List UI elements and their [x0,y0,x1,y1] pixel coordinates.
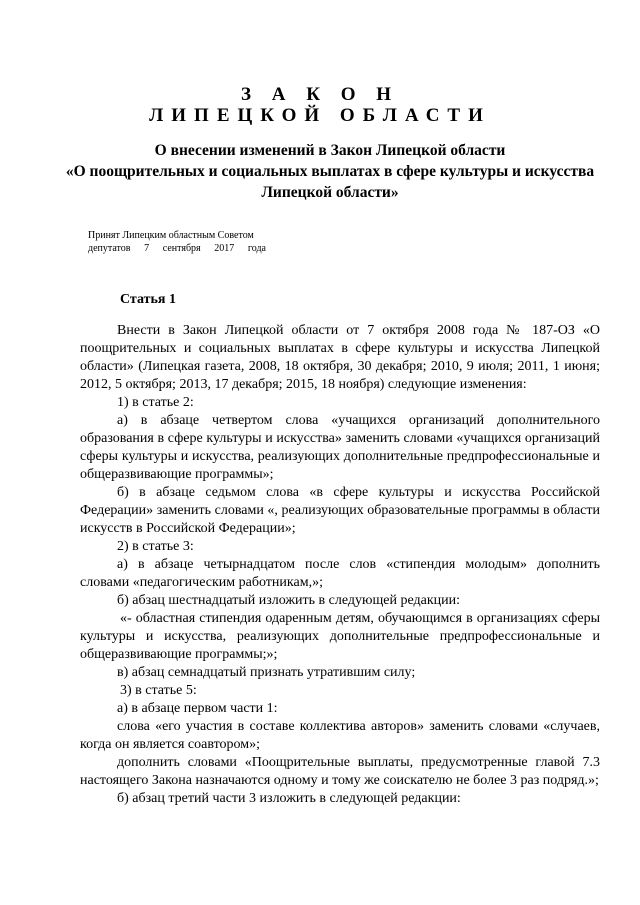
subtitle-line-2: «О поощрительных и социальных выплатах в сфере культуры и искусства Липецкой области» [65,163,595,201]
paragraph: 3) в статье 5: [120,683,197,698]
adoption-word: 2017 [214,243,235,254]
article-heading: Статья 1 [120,292,176,307]
paragraph: а) в абзаце четвертом слова «учащихся организаций дополнительного образования в сфере культуры и искусства» заменить словами «учащихся организаций сферы культуры и искусства, реализующих дополнительные предпрофессиональные и общеразвивающие программы»; [80,413,600,482]
adoption-note [88,229,288,255]
law-title: З А К О Н [240,84,400,105]
region-title: ЛИПЕЦКОЙ ОБЛАСТИ [149,105,491,126]
paragraph: «- областная стипендия одаренным детям, обучающимся в организациях сферы культуры и искусства, реализующих дополнительные предпрофессиональные и общеразвивающие программы;»; [80,611,600,662]
article-body [80,322,600,808]
paragraph: 2) в статье 3: [117,539,194,554]
adoption-line-2 [88,242,266,255]
paragraph: а) в абзаце первом части 1: [117,701,278,716]
paragraph: Внести в Закон Липецкой области от 7 октября 2008 года № 187-ОЗ «О поощрительных и социальных выплатах в сфере культуры и искусства Липецкой области» (Липецкая газета, 2008, 18 октября, 30 декабря; 2010, 9 июля; 2011, 1 июня; 2012, 5 октября; 2013, 17 декабря; 2015, 18 ноября) следующие изменения: [80,323,600,392]
law-subtitle [60,140,600,203]
paragraph: б) абзац третий части 3 изложить в следующей редакции: [117,791,461,806]
adoption-line-1: Принят Липецким областным Советом [88,230,254,241]
paragraph: б) абзац шестнадцатый изложить в следующей редакции: [117,593,460,608]
paragraph: а) в абзаце четырнадцатом после слов «стипендия молодым» дополнить словами «педагогическим работникам,»; [80,557,600,590]
paragraph: б) в абзаце седьмом слова «в сфере культуры и искусства Российской Федерации» заменить словами «, реализующих образовательные программы в области искусств в Российской Федерации»; [80,485,600,536]
paragraph: 1) в статье 2: [117,395,194,410]
adoption-word: года [247,243,266,254]
subtitle-line-1: О внесении изменений в Закон Липецкой области [154,142,506,159]
adoption-word: 7 [144,243,150,254]
adoption-word: депутатов [88,243,131,254]
paragraph: в) абзац семнадцатый признать утратившим силу; [117,665,416,680]
adoption-word: сентября [162,243,201,254]
paragraph: дополнить словами «Поощрительные выплаты, предусмотренные главой 7.3 настоящего Закона назначаются одному и тому же соискателю не более 3 раз подряд.»; [80,755,600,788]
paragraph: слова «его участия в составе коллектива авторов» заменить словами «случаев, когда он является соавтором»; [80,719,600,752]
